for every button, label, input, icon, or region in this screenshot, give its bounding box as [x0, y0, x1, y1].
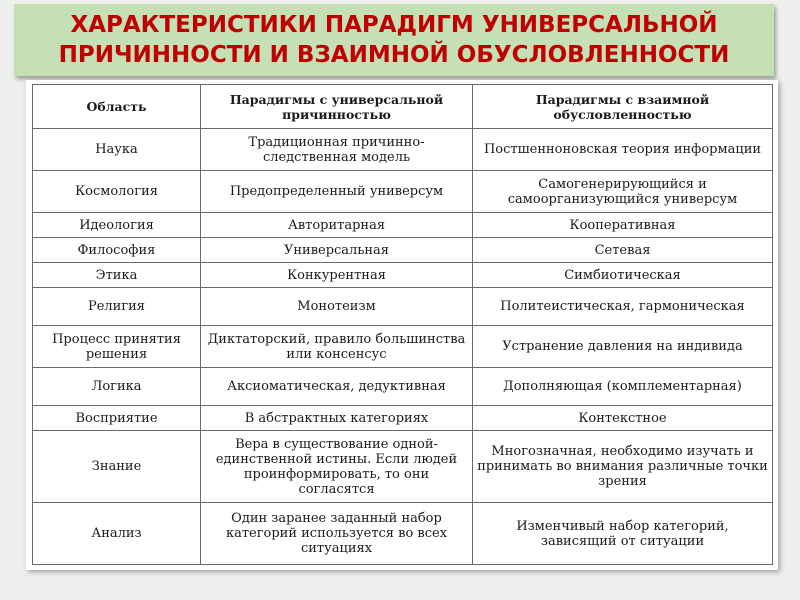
cell-universal: Монотеизм [201, 288, 473, 326]
cell-area: Этика [33, 263, 201, 288]
table-row [33, 368, 773, 406]
cell-mutual: Политеистическая, гармоническая [473, 288, 773, 326]
table-row [33, 171, 773, 213]
header-row [33, 85, 773, 129]
cell-universal: Аксиоматическая, дедуктивная [201, 368, 473, 406]
cell-area: Идеология [33, 213, 201, 238]
table-row [33, 406, 773, 431]
cell-area: Знание [33, 431, 201, 503]
table-row [33, 503, 773, 565]
cell-universal: Один заранее заданный набор категорий используется во всех ситуациях [201, 503, 473, 565]
title-banner [14, 4, 774, 76]
cell-universal: Конкурентная [201, 263, 473, 288]
cell-area: Наука [33, 129, 201, 171]
table-row [33, 213, 773, 238]
cell-universal: Предопределенный универсум [201, 171, 473, 213]
table-row [33, 288, 773, 326]
cell-mutual: Изменчивый набор категорий, зависящий от ситуации [473, 503, 773, 565]
cell-mutual: Кооперативная [473, 213, 773, 238]
cell-mutual: Симбиотическая [473, 263, 773, 288]
cell-area: Анализ [33, 503, 201, 565]
cell-mutual: Самогенерирующийся и самоорганизующийся универсум [473, 171, 773, 213]
cell-mutual: Дополняющая (комплементарная) [473, 368, 773, 406]
cell-area: Космология [33, 171, 201, 213]
table-row [33, 326, 773, 368]
cell-mutual: Постшенноновская теория информации [473, 129, 773, 171]
cell-area: Философия [33, 238, 201, 263]
cell-universal: Универсальная [201, 238, 473, 263]
table-row [33, 129, 773, 171]
header-area: Область [33, 85, 201, 129]
cell-mutual: Многозначная, необходимо изучать и принимать во внимания различные точки зрения [473, 431, 773, 503]
cell-universal: Вера в существование одной-единственной истины. Если людей проинформировать, то они согласятся [201, 431, 473, 503]
table-container [26, 80, 778, 570]
cell-universal: Традиционная причинно-следственная модель [201, 129, 473, 171]
cell-universal: В абстрактных категориях [201, 406, 473, 431]
cell-area: Религия [33, 288, 201, 326]
cell-mutual: Сетевая [473, 238, 773, 263]
paradigm-table [32, 84, 773, 565]
table-row [33, 431, 773, 503]
header-universal: Парадигмы с универсальной причинностью [201, 85, 473, 129]
cell-area: Восприятие [33, 406, 201, 431]
cell-mutual: Устранение давления на индивида [473, 326, 773, 368]
cell-area: Процесс принятия решения [33, 326, 201, 368]
table-row [33, 263, 773, 288]
cell-area: Логика [33, 368, 201, 406]
table-row [33, 238, 773, 263]
page-title: ХАРАКТЕРИСТИКИ ПАРАДИГМ УНИВЕРСАЛЬНОЙ ПРИЧИННОСТИ И ВЗАИМНОЙ ОБУСЛОВЛЕННОСТИ [58, 12, 730, 68]
cell-universal: Авторитарная [201, 213, 473, 238]
header-mutual: Парадигмы с взаимной обусловленностью [473, 85, 773, 129]
cell-mutual: Контекстное [473, 406, 773, 431]
cell-universal: Диктаторский, правило большинства или консенсус [201, 326, 473, 368]
